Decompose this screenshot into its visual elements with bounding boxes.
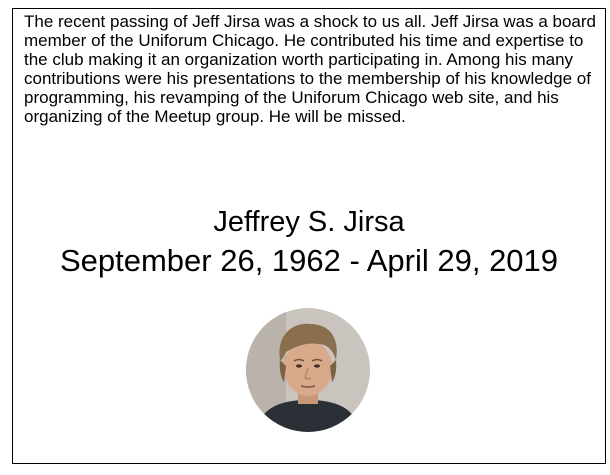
right-eye [314,364,320,367]
memorial-dates: September 26, 1962 - April 29, 2019 [59,243,559,278]
portrait-illustration [246,308,370,432]
portrait-photo [246,308,370,432]
mouth-shape [301,386,315,387]
left-eye [296,364,302,367]
tribute-paragraph: The recent passing of Jeff Jirsa was a shock to us all. Jeff Jirsa was a board member of the Uniforum Chicago. He contributed his time and expertise to the club making it an organization worth participating in. Among his many contributions were his presentations to the membership of his knowledge of programming, his revamping of the Uniforum Chicago web site, and his organizing of the Meetup group. He will be missed. [24,12,596,126]
memorial-name: Jeffrey S. Jirsa [213,206,405,238]
